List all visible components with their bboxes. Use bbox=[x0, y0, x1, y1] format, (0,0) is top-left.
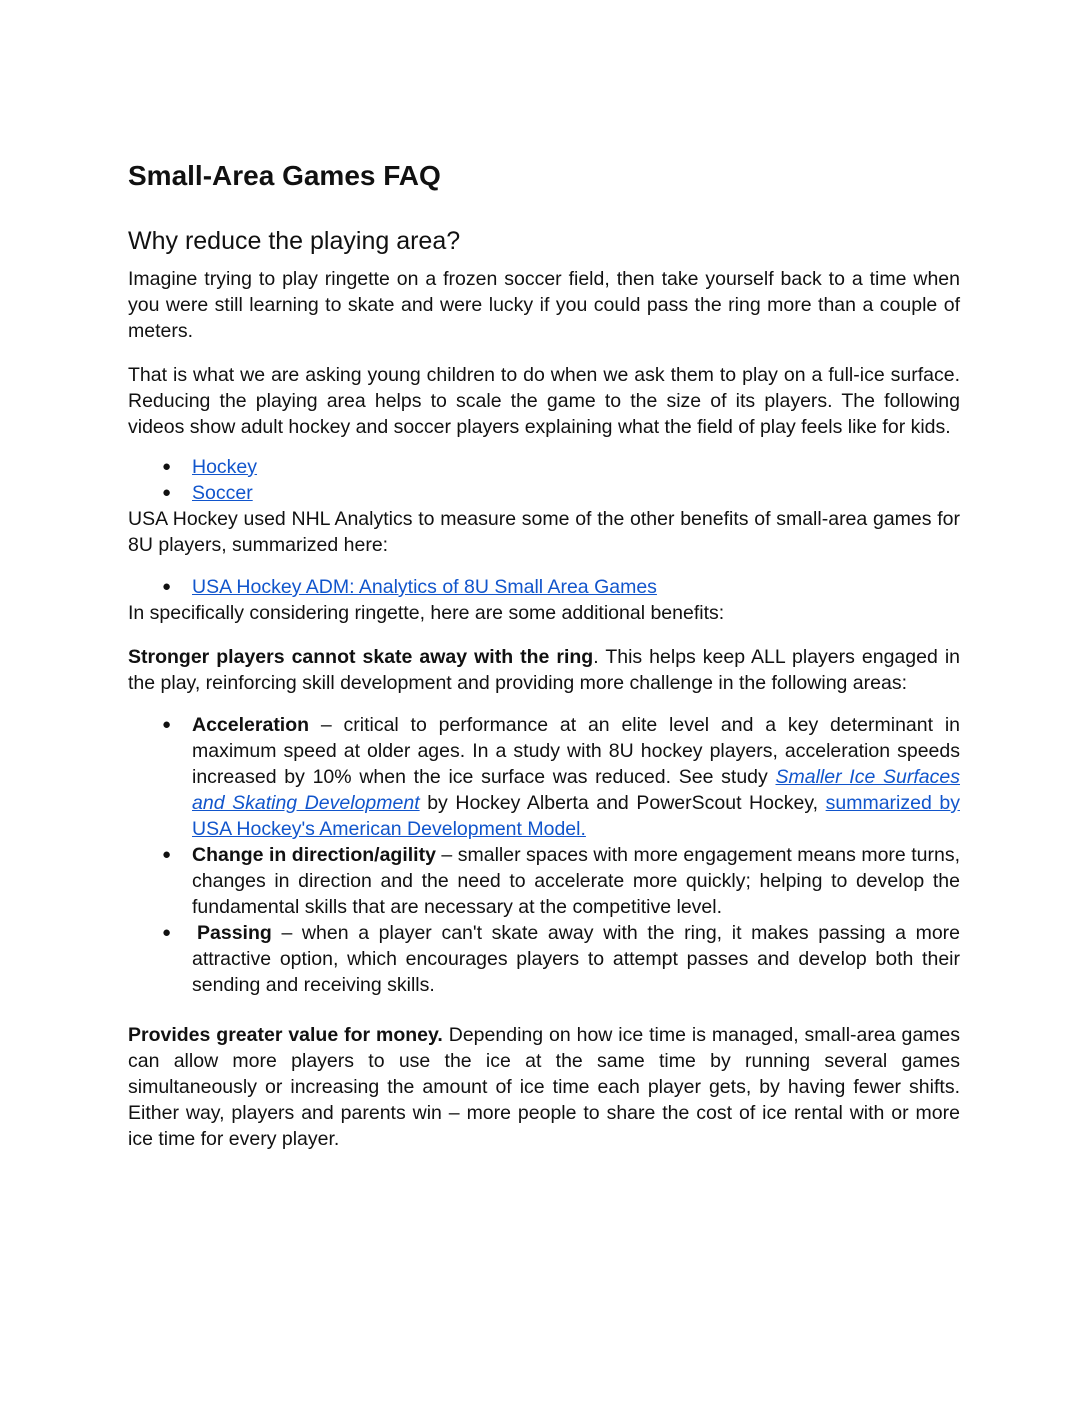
page-title: Small-Area Games FAQ bbox=[128, 160, 441, 191]
usa-hockey-adm-link[interactable]: summarized by USA Hockey's American Development Model. bbox=[192, 792, 960, 840]
benefit-term: Passing bbox=[197, 922, 272, 944]
benefit-text: – smaller spaces with more engagement means more turns, changes in direction and the need to accelerate more quickly; helping to develop the fundamental skills that are necessary at the competitive level. bbox=[192, 844, 961, 918]
benefit-text: – critical to performance at an elite level and a key determinant in maximum speed at older ages. In a study with 8U hockey players, acceleration speeds increased by 10% when the ice surface was reduced. See study bbox=[192, 714, 960, 788]
stronger-players-paragraph bbox=[128, 644, 960, 696]
stronger-players-text: . This helps keep ALL players engaged in the play, reinforcing skill development and providing more challenge in the following areas: bbox=[128, 646, 960, 694]
benefit-term: Acceleration bbox=[192, 714, 310, 736]
analytics-link[interactable]: USA Hockey ADM: Analytics of 8U Small Area Games bbox=[192, 576, 657, 598]
benefit-acceleration bbox=[192, 712, 960, 842]
document-page bbox=[128, 156, 960, 1170]
ringette-paragraph: In specifically considering ringette, here are some additional benefits: bbox=[128, 602, 725, 624]
benefit-text: by Hockey Alberta and PowerScout Hockey, bbox=[419, 792, 826, 814]
stronger-players-heading: Stronger players cannot skate away with the ring bbox=[128, 646, 594, 668]
full-ice-paragraph: That is what we are asking young children to do when we ask them to play on a full-ice surface. Reducing the playing area helps to scale the game to the size of its players. The following videos show adult hockey and soccer players explaining what the field of play feels like for kids. bbox=[128, 364, 960, 438]
video-link-list bbox=[128, 454, 960, 506]
benefits-list bbox=[128, 712, 960, 998]
soccer-video-link[interactable]: Soccer bbox=[192, 482, 253, 504]
analytics-link-list bbox=[128, 574, 960, 600]
benefit-agility bbox=[192, 842, 960, 920]
list-item bbox=[192, 454, 960, 480]
list-item bbox=[192, 480, 960, 506]
analytics-paragraph: USA Hockey used NHL Analytics to measure some of the other benefits of small-area games for 8U players, summarized here: bbox=[128, 508, 960, 556]
benefit-text: – when a player can't skate away with the ring, it makes passing a more attractive option, which encourages players to attempt passes and develop both their sending and receiving skills. bbox=[192, 922, 960, 996]
hockey-video-link[interactable]: Hockey bbox=[192, 456, 258, 478]
benefit-passing bbox=[192, 920, 960, 998]
value-heading: Provides greater value for money. bbox=[128, 1024, 443, 1046]
value-text: Depending on how ice time is managed, small-area games can allow more players to use the ice at the same time by running several games simultaneously or increasing the amount of ice time each player gets, by having fewer shifts. Either way, players and parents win – more people to share the cost of ice rental with or more ice time for every player. bbox=[128, 1024, 961, 1150]
intro-paragraph: Imagine trying to play ringette on a frozen soccer field, then take yourself back to a time when you were still learning to skate and were lucky if you could pass the ring more than a couple of meters. bbox=[128, 268, 960, 342]
value-paragraph bbox=[128, 1022, 960, 1152]
list-item bbox=[192, 574, 960, 600]
benefit-term: Change in direction/agility bbox=[192, 844, 436, 866]
section-heading: Why reduce the playing area? bbox=[128, 227, 461, 255]
smaller-ice-study-link[interactable]: Smaller Ice Surfaces and Skating Development bbox=[192, 766, 960, 814]
